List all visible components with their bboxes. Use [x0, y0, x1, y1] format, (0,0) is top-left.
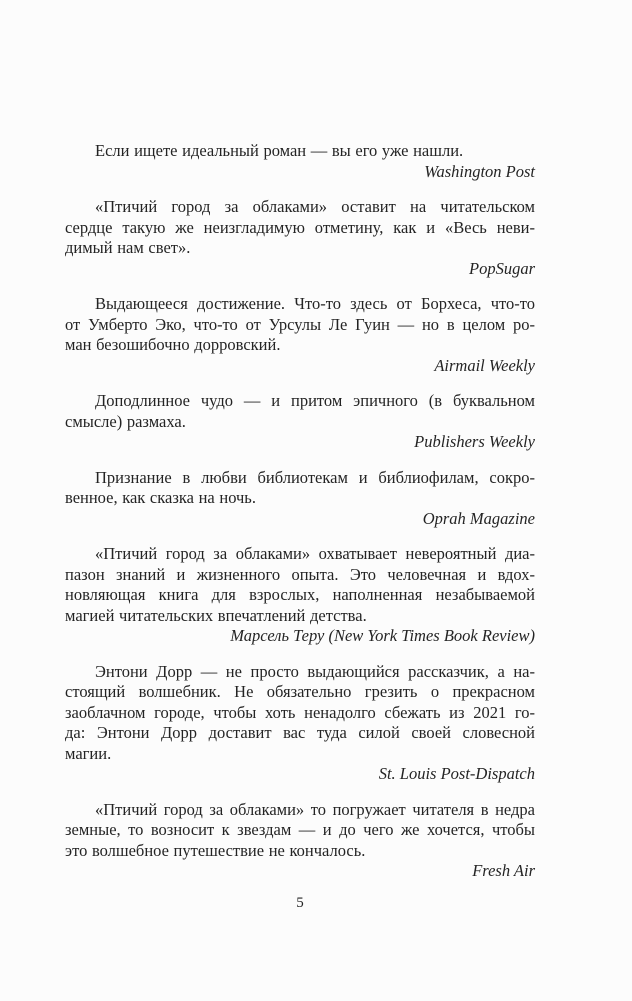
review-source: Fresh Air: [472, 861, 535, 880]
quote-line: магией читательских впечатлений детства.: [65, 605, 367, 625]
quote-line: Доподлинное чудо — и притом эпичного (в буквальном: [95, 391, 535, 410]
quote-line: новляющая книга для взрослых, наполненная незабываемой: [65, 585, 535, 604]
review-quote: [65, 391, 535, 453]
review-quote: [65, 662, 535, 785]
review-quote: [65, 800, 535, 882]
quotes-list: [65, 141, 535, 897]
quote-line: от Умберто Эко, что-то от Урсулы Ле Гуин — но в целом ро-: [65, 314, 535, 334]
review-source: Oprah Magazine: [422, 508, 535, 528]
quote-line: «Птичий город за облаками» оставит на читательском: [95, 197, 535, 216]
quote-line: магии.: [65, 743, 112, 763]
review-quote: [65, 544, 535, 647]
quote-line: димый нам свет».: [65, 238, 191, 257]
quote-line: Признание в любви библиотекам и библиофилам, сокро-: [95, 467, 535, 487]
review-quote: [65, 197, 535, 279]
quote-line: «Птичий город за облаками» то погружает читателя в недра: [95, 799, 535, 819]
quote-line: Выдающееся достижение. Что-то здесь от Борхеса, что-то: [95, 294, 535, 313]
page-number: 5: [296, 895, 304, 911]
review-source: St. Louis Post-Dispatch: [378, 764, 535, 783]
review-source: PopSugar: [469, 258, 535, 278]
quote-line: смысле) размаха.: [65, 411, 186, 431]
review-source: Марсель Теру (New York Times Book Review): [230, 626, 535, 645]
quote-line: ман безошибочно дорровский.: [65, 335, 281, 354]
review-quote: [65, 468, 535, 530]
quote-line: венное, как сказка на ночь.: [65, 488, 256, 507]
quote-line: сердце такую же неизгладимую отметину, как и «Весь неви-: [65, 217, 535, 237]
quote-line: стоящий волшебник. Не обязательно грезить о прекрасном: [65, 682, 535, 701]
quote-line: Если ищете идеальный роман — вы его уже нашли.: [95, 141, 464, 160]
review-source: Washington Post: [424, 161, 535, 181]
review-source: Publishers Weekly: [414, 432, 535, 451]
review-source: Airmail Weekly: [434, 355, 535, 375]
quote-line: да: Энтони Дорр доставит вас туда силой своей словесной: [65, 723, 535, 742]
quote-line: заоблачном городе, чтобы хоть ненадолго сбежать из 2021 го-: [65, 702, 535, 722]
quote-line: земные, то возносит к звездам — и до чего же хочется, чтобы: [65, 820, 535, 839]
quote-line: пазон знаний и жизненного опыта. Это человечная и вдох-: [65, 564, 535, 584]
review-quote: [65, 141, 535, 182]
quote-line: «Птичий город за облаками» охватывает невероятный диа-: [95, 544, 535, 563]
quote-line: это волшебное путешествие не кончалось.: [65, 840, 366, 860]
quote-line: Энтони Дорр — не просто выдающийся рассказчик, а на-: [95, 661, 535, 681]
review-quote: [65, 294, 535, 376]
